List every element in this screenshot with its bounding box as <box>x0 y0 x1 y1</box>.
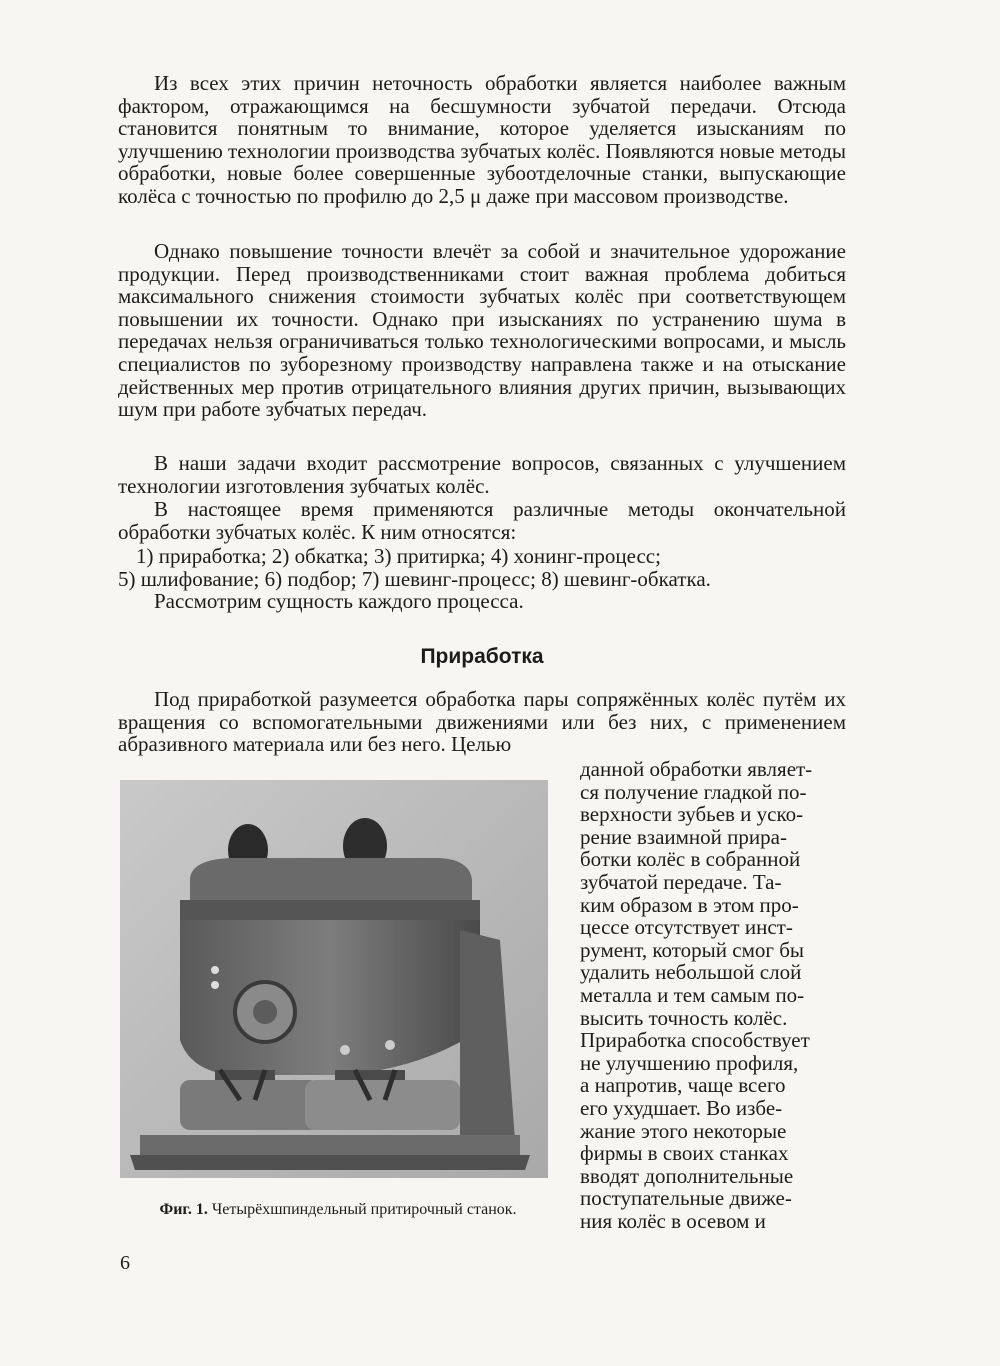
figure-label: Фиг. 1. <box>159 1201 208 1218</box>
right-column-line: ся получение гладкой по- <box>580 779 807 804</box>
right-column-line: удалить небольшой слой <box>580 960 802 985</box>
right-column-line: верхности зубьев и уско- <box>580 802 804 827</box>
machine-photo <box>120 780 548 1178</box>
right-column-line: жание этого некоторые <box>580 1118 787 1143</box>
paragraph-3: В наши задачи входит рассмотрение вопросов, связанных с улучшением технологии изготовления зубчатых колёс. <box>118 451 846 498</box>
right-column-line: ния колёс в осевом и <box>580 1208 766 1233</box>
right-column-line: металла и тем самым по- <box>580 982 805 1007</box>
machine-illustration <box>120 780 548 1178</box>
right-column-line: Приработка способствует <box>580 1028 810 1053</box>
right-column-line: ботки колёс в собранной <box>580 847 801 872</box>
section-heading: Приработка <box>420 645 544 668</box>
methods-list-line-3: Рассмотрим сущность каждого процесса. <box>154 589 524 614</box>
figure-caption-text: Четырёхшпиндельный притирочный станок. <box>211 1201 517 1218</box>
paragraph-2: Однако повышение точности влечёт за собой и значительное удорожание продукции. Перед производственниками стоит важная проблема добиться максимального снижения стоимости зубчатых колёс при соответствующем повышении их точности. Однако при изысканиях по устранению шума в передачах нельзя ограничиваться только технологическими вопросами, и мысль специалистов по зуборезному производству направлена также и на отыскание действенных мер против отрицательного влияния других причин, вызывающих шум при работе зубчатых передач. <box>118 239 846 422</box>
right-column-line: румент, который смог бы <box>580 937 805 962</box>
methods-list-line-1: 1) приработка; 2) обкатка; 3) притирка; 4) хонинг-процесс; <box>136 544 661 568</box>
right-column-line: ким образом в этом про- <box>580 892 799 917</box>
right-column-line: не улучшению профиля, <box>580 1050 799 1075</box>
right-column-line: а напротив, чаще всего <box>580 1073 786 1098</box>
methods-list <box>118 545 846 613</box>
right-column-line: вводят дополнительные <box>580 1163 794 1188</box>
right-column-text <box>580 758 846 1232</box>
section-intro: Под приработкой разумеется обработка пары сопряжённых колёс путём их вращения со вспомогательными движениями или без них, с применением абразивного материала или без него. Целью <box>118 687 846 757</box>
right-column-line: зубчатой передаче. Та- <box>580 869 782 894</box>
right-column-line: данной обработки являет- <box>580 757 813 781</box>
right-column-line: фирмы в своих станках <box>580 1141 789 1166</box>
paragraph-1: Из всех этих причин неточность обработки является наиболее важным фактором, отражающимся на бесшумности зубчатой передачи. Отсюда становится понятным то внимание, которое уделяется изысканиям по улучшению технологии производства зубчатых колёс. Появляются новые методы обработки, новые более совершенные зубоотделочные станки, выпускающие колёса с точностью по профилю до 2,5 μ даже при массовом производстве. <box>118 71 846 208</box>
figure-caption <box>118 1200 558 1219</box>
page-number: 6 <box>120 1252 130 1274</box>
right-column-line: поступательные движе- <box>580 1186 792 1211</box>
right-column-line: цессе отсутствует инст- <box>580 915 793 940</box>
right-column-line: рение взаимной прира- <box>580 824 787 849</box>
right-column-line: его ухудшает. Во избе- <box>580 1095 783 1120</box>
methods-list-line-2: 5) шлифование; 6) подбор; 7) шевинг-процесс; 8) шевинг-обкатка. <box>118 566 711 591</box>
paragraph-4: В настоящее время применяются различные методы окончательной обработки зубчатых колёс. К ним относятся: <box>118 497 846 544</box>
right-column-line: высить точность колёс. <box>580 1005 788 1030</box>
